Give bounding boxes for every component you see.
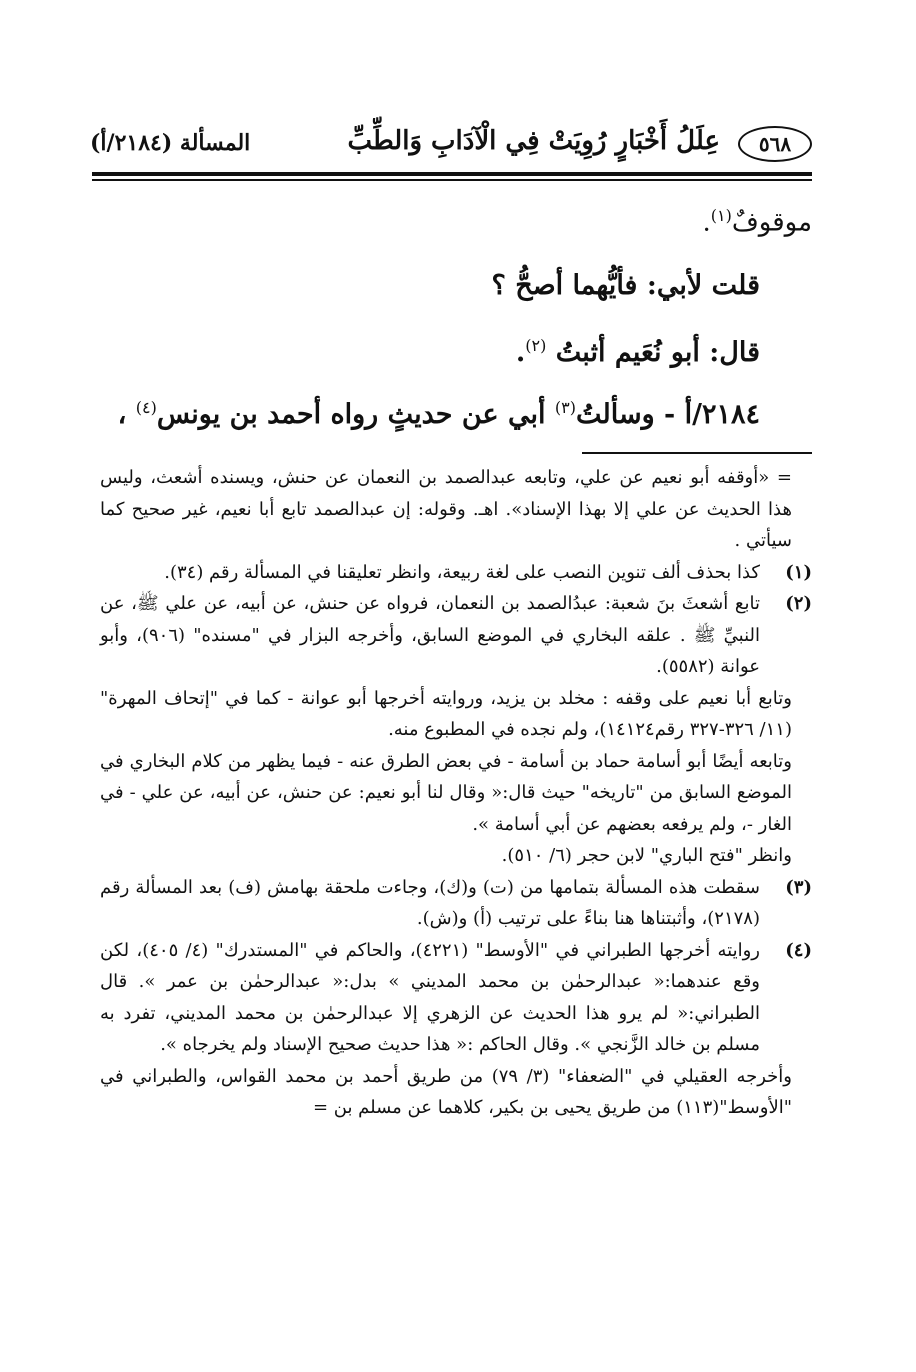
- issue-end: ،: [117, 399, 127, 430]
- main-line-qultu: قلت لأبي: فأيُّهما أصحُّ ؟: [491, 270, 760, 301]
- footnotes: [100, 462, 812, 1124]
- footnote-3: [100, 872, 812, 935]
- footnote-number: (٣): [785, 876, 812, 898]
- footnote-text-cont: وأخرجه العقيلي في "الضعفاء" (٣/ ٧٩) من طريق أحمد بن محمد القواس، والطبراني في "الأوسط"(١١٣) من طريق يحيى بن بكير، كلاهما عن مسلم بن =: [100, 1065, 792, 1118]
- footnote-1: [100, 557, 812, 589]
- main-line-issue: [118, 388, 760, 435]
- footnote-text-cont: وتابع أبا نعيم على وقفه : مخلد بن يزيد، وروايته أخرجها أبو عوانة - كما في "إتحاف المهرة" (١١/ ٣٢٦-٣٢٧ رقم١٤١٢٤)، ولم نجده في المطبوع منه. وتابعه أيضًا أبو أسامة حماد بن أسامة - في بعض الطرق عنه - فيما يظهر من كلام البخاري في الموضع السابق من "تاريخه" حيث قال:« وقال لنا أبو نعيم: عن حنش، عن أبيه، عن علي - في الغار -، ولم يرفعه بعضهم عن أبي أسامة ». وانظر "فتح الباري" لابن حجر (٦/ ٥١٠).: [100, 687, 792, 866]
- qala-end: .: [515, 337, 526, 368]
- book-title: عِلَلُ أَخْبَارٍ رُوِيَتْ فِي الْآدَابِ وَالطِّبِّ: [347, 126, 720, 156]
- footnote-ref-4: (٤): [135, 398, 157, 417]
- mawquf-text: موقوفٌ: [731, 207, 812, 238]
- footnote-number: (٢): [785, 593, 812, 614]
- main-line-qala: [516, 326, 760, 373]
- mawquf-end: .: [702, 207, 711, 238]
- footnote-2: [100, 588, 812, 872]
- footnote-text: تابع أشعثَ بنَ شعبة: عبدُالصمد بن النعمان، فرواه عن حنش، عن أبيه، عن علي ﷺ، عن النبيِّ ﷺ . علقه البخاري في الموضع السابق، وأخرجه البزار في "مسنده" (٩٠٦)، وأبو عوانة (٥٥٨٢).: [100, 593, 760, 677]
- footnote-divider: [582, 452, 812, 454]
- footnote-text: روايته أخرجها الطبراني في "الأوسط" (٤٢٢١)، والحاكم في "المستدرك" (٤/ ٤٠٥)، لكن وقع عندهما:« عبدالرحمٰن بن محمد المديني » بدل:« عبدالرحمٰن بن عمر ». قال الطبراني:« لم يرو هذا الحديث عن الزهري إلا عبدالرحمٰن بن محمد المديني، تفرد به مسلم بن خالد الزَّنجي ». وقال الحاكم :« هذا حديث صحيح الإسناد ولم يخرجاه ».: [100, 939, 760, 1055]
- footnote-number: (٤): [785, 939, 812, 961]
- issue-label: المسألة (٢١٨٤/أ): [90, 130, 251, 156]
- header-rule-thick: [92, 172, 812, 176]
- header-rule-thin: [92, 179, 812, 181]
- footnote-4: [100, 935, 812, 1124]
- footnote-number: (١): [785, 561, 812, 583]
- page-number: ٥٦٨: [738, 126, 812, 162]
- main-line-mawquf: [702, 196, 812, 243]
- issue-mid: أبي عن حديثٍ رواه أحمد بن يونس: [156, 399, 546, 430]
- qala-text: قال: أبو نُعَيم أثبتُ: [555, 337, 760, 368]
- footnote-ref-1: (١): [710, 206, 732, 225]
- footnote-ref-2: (٢): [525, 336, 547, 355]
- footnote-ref-3: (٣): [554, 398, 576, 417]
- footnote-text: سقطت هذه المسألة بتمامها من (ت) و(ك)، وجاءت ملحقة بهامش (ف) بعد المسألة رقم (٢١٧٨)، وأثبتناها هنا بناءً على ترتيب (أ) و(ش).: [100, 876, 760, 929]
- page-header: [90, 120, 812, 170]
- footnote-continuation: = «أوقفه أبو نعيم عن علي، وتابعه عبدالصمد بن النعمان عن حنش، ويسنده أشعث، وليس هذا الحديث عن علي إلا بهذا الإسناد». اهـ. وقوله: إن عبدالصمد تابع أبا نعيم، غير صحيح كما سيأتي .: [100, 467, 792, 551]
- footnote-text: كذا بحذف ألف تنوين النصب على لغة ربيعة، وانظر تعليقنا في المسألة رقم (٣٤).: [164, 561, 760, 583]
- issue-start: ٢١٨٤/أ - وسألتُ: [575, 399, 760, 430]
